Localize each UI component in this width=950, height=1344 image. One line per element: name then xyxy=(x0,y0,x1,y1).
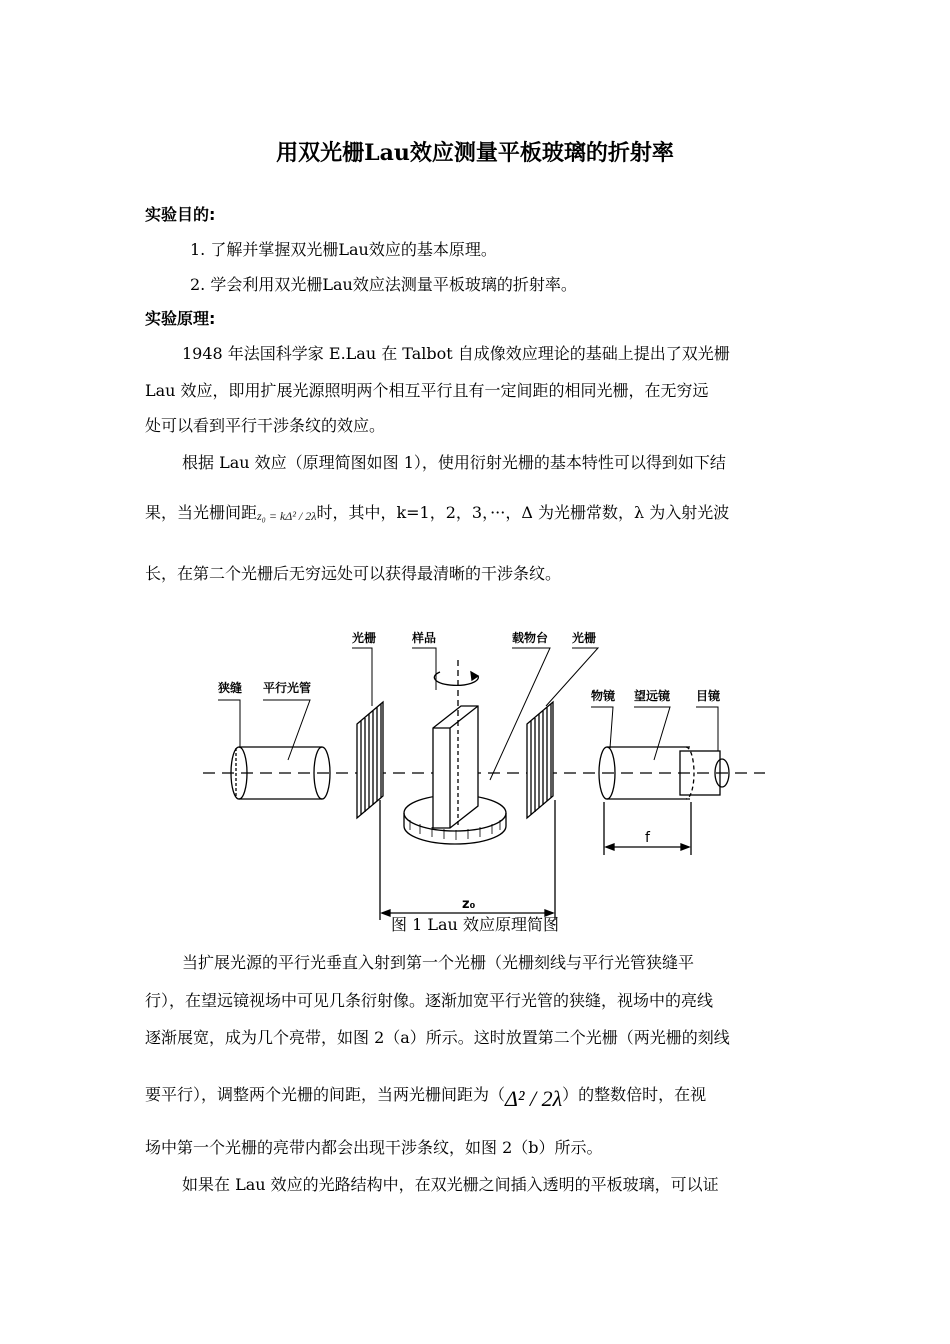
label-sample: 样品 xyxy=(412,631,437,645)
section-heading-purpose: 实验目的: xyxy=(145,205,216,224)
dimension-f xyxy=(604,802,691,855)
label-eyepiece: 目镜 xyxy=(696,689,721,703)
label-f: f xyxy=(645,830,650,846)
text-span: 时，其中，k=1，2，3，···，Δ 为光栅常数，λ 为入射光波 xyxy=(316,503,730,522)
paragraph-line-with-formula xyxy=(145,500,729,523)
lau-effect-diagram xyxy=(0,620,950,940)
text-span: 要平行），调整两个光栅的间距，当两光栅间距为（ xyxy=(145,1085,506,1104)
paragraph-line: Lau 效应，即用扩展光源照明两个相互平行且有一定间距的相同光栅，在无穷远 xyxy=(145,381,709,400)
label-grating-2: 光栅 xyxy=(572,631,597,645)
purpose-item-1: 1. 了解并掌握双光栅Lau效应的基本原理。 xyxy=(190,240,497,259)
label-stage: 载物台 xyxy=(512,631,549,645)
formula-period xyxy=(505,1087,562,1112)
label-slit: 狭缝 xyxy=(218,681,243,695)
label-z0: z₀ xyxy=(462,897,476,912)
paragraph-line: 场中第一个光栅的亮带内都会出现干涉条纹，如图 2（b）所示。 xyxy=(145,1138,603,1157)
formula-z0: z₀ = kΔ² / 2λ xyxy=(257,509,317,523)
paragraph-line: 处可以看到平行干涉条纹的效应。 xyxy=(145,416,386,435)
paragraph-line: 如果在 Lau 效应的光路结构中，在双光栅之间插入透明的平板玻璃，可以证 xyxy=(182,1175,719,1194)
label-objective: 物镜 xyxy=(591,689,616,703)
grating-2 xyxy=(527,702,553,818)
figure-caption: 图 1 Lau 效应原理简图 xyxy=(391,915,559,934)
paragraph-line: 长，在第二个光栅后无穷远处可以获得最清晰的干涉条纹。 xyxy=(145,564,562,583)
paragraph-line: 根据 Lau 效应（原理简图如图 1），使用衍射光栅的基本特性可以得到如下结 xyxy=(182,453,726,472)
paragraph-line: 行），在望远镜视场中可见几条衍射像。逐渐加宽平行光管的狭缝，视场中的亮线 xyxy=(145,991,714,1010)
paragraph-line: 1948 年法国科学家 E.Lau 在 Talbot 自成像效应理论的基础上提出了双光栅 xyxy=(182,344,730,363)
label-collimator: 平行光管 xyxy=(263,681,312,695)
paragraph-line: 当扩展光源的平行光垂直入射到第一个光栅（光栅刻线与平行光管狭缝平 xyxy=(182,953,695,972)
text-span: ）的整数倍时，在视 xyxy=(562,1085,707,1104)
section-heading-principle: 实验原理: xyxy=(145,309,216,328)
grating-1 xyxy=(357,702,383,818)
formula-text: Δ² / 2λ xyxy=(505,1086,563,1111)
label-grating-1: 光栅 xyxy=(352,631,377,645)
text-span: 果，当光栅间距 xyxy=(145,503,258,522)
sample-plate xyxy=(433,660,478,828)
purpose-item-2: 2. 学会利用双光栅Lau效应法测量平板玻璃的折射率。 xyxy=(190,275,577,294)
label-telescope: 望远镜 xyxy=(634,689,671,703)
page-title: 用双光栅Lau效应测量平板玻璃的折射率 xyxy=(276,140,674,166)
paragraph-line: 逐渐展宽，成为几个亮带，如图 2（a）所示。这时放置第二个光栅（两光栅的刻线 xyxy=(145,1028,730,1047)
paragraph-line-with-formula xyxy=(145,1080,707,1111)
